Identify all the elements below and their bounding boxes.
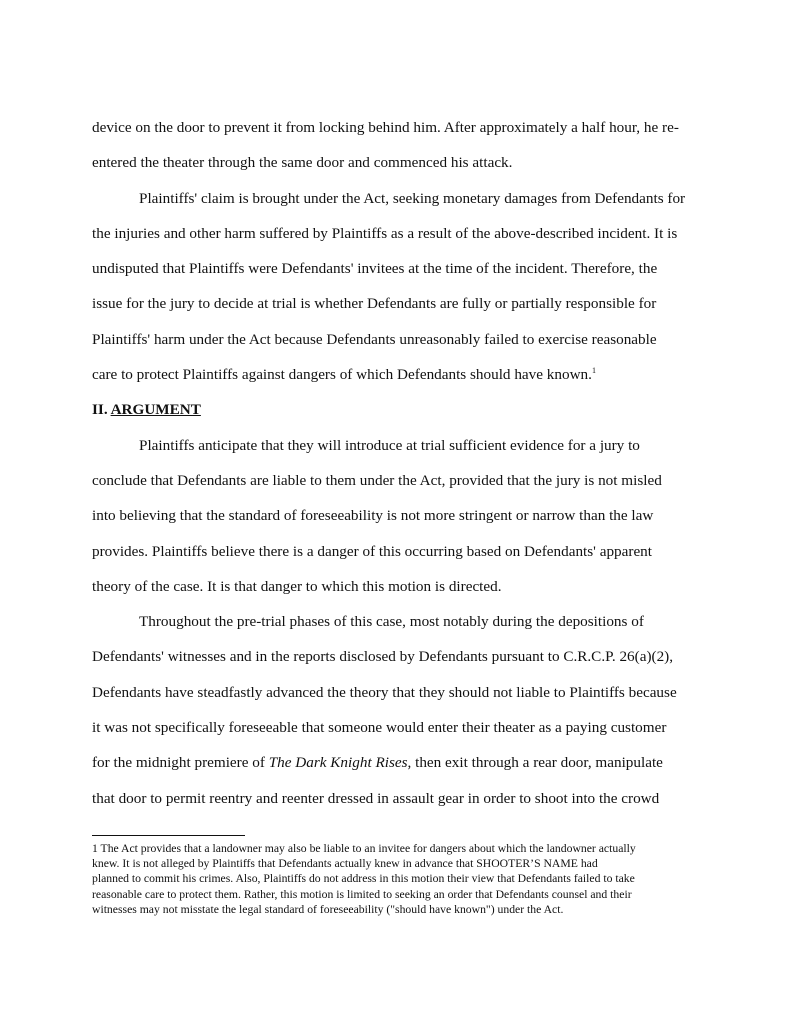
text-line [92, 357, 700, 392]
text-line: theory of the case. It is that danger to which this motion is directed. [92, 577, 502, 595]
paragraph-continuation [92, 110, 700, 181]
text-line: Throughout the pre-trial phases of this case, most notably during the depositions of [139, 613, 644, 631]
section-title: ARGUMENT [110, 401, 201, 419]
text-line: into believing that the standard of foreseeability is not more stringent or narrow than the law [92, 507, 654, 525]
section-number: II. [92, 401, 108, 419]
text-segment: , then exit through a rear door, manipulate [407, 754, 663, 772]
text-line: Defendants' witnesses and in the reports disclosed by Defendants pursuant to C.R.C.P. 26(a)(2), [92, 648, 674, 666]
section-heading [92, 392, 700, 427]
text-line: issue for the jury to decide at trial is whether Defendants are fully or partially responsible for [92, 295, 657, 313]
text-line: entered the theater through the same door and commenced his attack. [92, 154, 513, 172]
film-title: The Dark Knight Rises [268, 754, 408, 772]
text-segment: for the midnight premiere of [92, 754, 269, 772]
text-line: provides. Plaintiffs believe there is a danger of this occurring based on Defendants' apparent [92, 542, 652, 560]
paragraph-pretrial [92, 604, 700, 816]
footnote [92, 841, 712, 917]
text-line: conclude that Defendants are liable to them under the Act, provided that the jury is not misled [92, 471, 662, 489]
text-line [92, 745, 700, 780]
text-line-content: care to protect Plaintiffs against dangers of which Defendants should have known. [92, 366, 592, 384]
paragraph-argument [92, 428, 700, 604]
footnote-line: witnesses may not misstate the legal standard of foreseeability ("should have known") under the Act. [92, 902, 564, 916]
body-text [92, 110, 700, 816]
footnote-line: planned to commit his crimes. Also, Plaintiffs do not address in this motion their view that Defendants failed to take [92, 872, 635, 886]
text-line: Plaintiffs' harm under the Act because Defendants unreasonably failed to exercise reasonable [92, 330, 657, 348]
footnote-line: reasonable care to protect them. Rather, this motion is limited to seeking an order that Defendants counsel and their [92, 887, 632, 901]
text-line: Defendants have steadfastly advanced the theory that they should not liable to Plaintiffs because [92, 683, 677, 701]
footnote-line: 1 The Act provides that a landowner may also be liable to an invitee for dangers about which the landowner actually [92, 842, 636, 855]
paragraph-claim [92, 181, 700, 393]
footnote-line: knew. It is not alleged by Plaintiffs that Defendants actually knew in advance that SHOOTER’S NAME had [92, 857, 598, 871]
text-line: undisputed that Plaintiffs were Defendants' invitees at the time of the incident. Therefore, the [92, 260, 658, 278]
footnote-reference[interactable]: 1 [591, 366, 596, 376]
text-line: device on the door to prevent it from locking behind him. After approximately a half hour, he re- [92, 119, 679, 136]
text-line: Plaintiffs anticipate that they will introduce at trial sufficient evidence for a jury to [139, 436, 640, 454]
text-line: the injuries and other harm suffered by Plaintiffs as a result of the above-described incident. It is [92, 224, 678, 242]
text-line: that door to permit reentry and reenter dressed in assault gear in order to shoot into the crowd [92, 789, 660, 807]
footnote-separator [92, 835, 245, 836]
text-line: Plaintiffs' claim is brought under the Act, seeking monetary damages from Defendants for [139, 189, 686, 207]
text-line: it was not specifically foreseeable that someone would enter their theater as a paying customer [92, 719, 667, 737]
